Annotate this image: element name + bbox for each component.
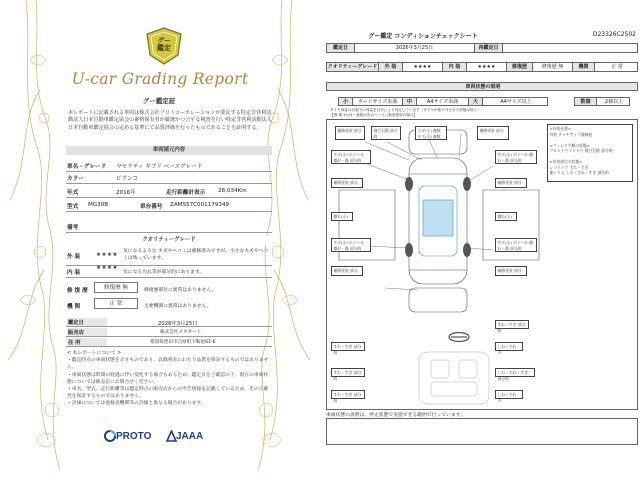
- engine-label: 機 関: [67, 304, 81, 310]
- legend-line-1: タイヤ残量は目視での残量を目安により判定しています（タイヤが取り外された状態は除く）: [330, 108, 481, 112]
- damage-box: すれ・すぎ 部分的: [331, 390, 365, 399]
- damage-box: キズ(小) ホイール 擦れ・傷 部分的: [331, 238, 371, 252]
- date-value: 2026年3月25日: [355, 44, 475, 52]
- size-mid: 中: [403, 98, 417, 105]
- damage-box: 補修塗装 部分: [495, 178, 527, 188]
- exterior-description: 気になるような キズやヘコミは補修済みですが、小さなキズやヘコミは残っています。: [123, 249, 269, 261]
- car-diagram-area: [326, 119, 638, 410]
- condition-check-sheet: [318, 0, 640, 480]
- size-a4plus: A4サイズ以上: [500, 99, 532, 105]
- interior-stars: ★★★★: [467, 63, 507, 71]
- explanation-head: [326, 82, 638, 91]
- damage-box: 補修塗装 部分: [477, 126, 509, 140]
- damage-box: しわ・すれ 少: [495, 390, 523, 399]
- exterior-label: 外 装: [67, 254, 81, 260]
- proto-logo-icon: [104, 430, 116, 442]
- exterior-stars: ★★★★: [403, 63, 443, 71]
- vehicle-year-value: 2016年: [116, 190, 136, 196]
- size-a4: A4サイズ未満: [417, 98, 469, 105]
- vehicle-model-label: 型式: [67, 204, 79, 210]
- damage-box: キズ(小) ホイール 擦れ・傷 部分的: [331, 150, 371, 164]
- damage-box: 擦れ(小): [331, 212, 353, 221]
- grade-row: [326, 62, 638, 72]
- repair-label: 修 復 歴: [67, 288, 88, 294]
- exterior-label: 外 装: [379, 63, 403, 71]
- vehicle-name-row: [66, 160, 272, 172]
- issue-date-label: 鑑定日: [67, 318, 107, 326]
- damage-box: 補修塗装 部分: [331, 266, 363, 276]
- vehicle-color-row: [66, 172, 272, 184]
- damage-box: キズ(小) ホイール 擦れ・傷 部分的: [495, 238, 537, 252]
- proto-brand: PROTO: [116, 431, 152, 442]
- interior-label: 内 装: [67, 270, 81, 276]
- notes-line: < 本レポートについて >: [67, 351, 122, 356]
- vehicle-mileage-label: 走行距離計表示: [166, 190, 206, 196]
- damage-box: すれ・すぎ 部分的: [495, 320, 529, 329]
- size-card: カードサイズ未満: [353, 98, 403, 105]
- check-sheet-title: グー鑑定 コンディションチェックシート: [368, 33, 478, 40]
- vehicle-remarks-label: 備考: [67, 225, 79, 231]
- size-legend: [338, 97, 548, 106]
- vehicle-vin-label: 車台番号: [140, 204, 163, 210]
- logo-text: グー 鑑定: [157, 37, 171, 52]
- size-large: 大: [469, 98, 483, 105]
- engine-description: 主要機関に異常はありません。: [144, 304, 212, 309]
- vehicle-name-label: 車名・グレード: [67, 164, 107, 170]
- footer-note: 車両状態の説明は、停止状態で実施できる範囲で行っています。: [326, 413, 465, 418]
- count-value: 2個以上: [604, 99, 624, 105]
- notes-line: ・車名、型式、走行距離等は鑑定時点の販売店からの申告情報を記載しているため、その正確性を保証するものではありません。: [67, 386, 269, 400]
- damage-box: 補修塗装 部分: [331, 178, 363, 188]
- issue-date-value: 2026年3月25日: [158, 321, 198, 327]
- vehicle-model-value: MG30B: [88, 202, 109, 208]
- engine-grade-box: 正 常: [94, 298, 138, 309]
- issue-address-row: [66, 338, 272, 347]
- notes-line: ・評価については他検査機関等の評価と異なる場合があります。: [67, 401, 206, 407]
- check-sheet-code: D23326C2502: [592, 31, 636, 38]
- vehicle-section-heading: 車両諸元内容: [66, 146, 272, 155]
- issue-date-row: [66, 318, 272, 327]
- damage-box: 補修塗装 部分: [335, 126, 365, 140]
- damage-box: キズ(小) ホイール 擦れ・傷 部分的: [495, 150, 537, 164]
- jaaa-brand: JAAA: [176, 431, 204, 442]
- vehicle-vin-value: ZAMS57C001179349: [170, 202, 230, 208]
- vehicle-year-row: [66, 186, 272, 198]
- damage-box: 補修塗装 部分: [495, 266, 527, 276]
- quality-engine-row: [66, 298, 272, 312]
- vehicle-name-value: マセラティ ギブリ ベースグレード: [116, 164, 203, 170]
- remarks-box: [326, 418, 638, 445]
- certificate-subtitle: グー鑑定証: [142, 97, 176, 105]
- legend-line-2: 【例 傷 1か所～複数か所のパーツに軽度程度の場合】: [330, 113, 418, 117]
- grade-label: クオリティーグレード: [327, 64, 378, 70]
- repair-label: 修復歴: [507, 63, 533, 71]
- issue-shop-row: [66, 328, 272, 337]
- count-label: 数個: [575, 98, 597, 105]
- count-legend: [574, 97, 630, 106]
- damage-box: ラダ(小) 複数 キズ(小) 複数: [415, 126, 447, 140]
- quality-section-heading: クオリティーグレード: [66, 236, 272, 245]
- damage-box: しわ・すれ・すぎ 部分的: [495, 368, 535, 377]
- grading-certificate: [0, 0, 318, 480]
- vehicle-color-label: カラー: [67, 176, 84, 182]
- damage-box: すれ・すぎ 部分的: [331, 368, 365, 377]
- interior-description: 気になる汚れ等が部分的にあります。: [123, 270, 205, 275]
- certificate-paragraph: 本レポートに記載される車両は株式会社プロトコーポレーションが委託する特定非営利活動法人日本自動車鑑定協会の審格保有者が厳選かつ公平な検査を行い特定非営利活動法人日本自動車鑑定協会の定める基準にて品質評価を行ったものであることを証明する。: [68, 110, 272, 131]
- quality-interior-row: [66, 264, 272, 278]
- repair-description: 修復歴部位に異常はありません。: [144, 288, 217, 293]
- size-small: 小: [339, 98, 353, 105]
- revisit-label: 再鑑定日: [475, 44, 503, 52]
- vehicle-remarks-row: [66, 221, 272, 233]
- issue-address-value: 愛知県豊田市吉原町下鞍屋61-6: [150, 340, 216, 345]
- engine-label: 機関: [573, 63, 595, 71]
- vehicle-color-value: ビアンコ: [116, 176, 139, 182]
- quality-repair-row: [66, 282, 272, 296]
- vehicle-year-label: 年式: [67, 190, 79, 196]
- exterior-stars: ★★★★: [96, 252, 119, 258]
- issue-address-label: 住 所: [67, 338, 107, 346]
- repair-grade-box: 修復歴 無: [94, 282, 138, 293]
- explanation-head-text: 車両状態の説明: [465, 84, 501, 90]
- certificate-title: U-car Grading Report: [71, 70, 249, 88]
- repair-value: 修復歴 無: [533, 63, 573, 71]
- side-notes-box: <外装仕様> 外装 チッチアップ補修痕 <ウィンドウ類の状態> フロントウインドウ 飛び石痕 部分的 <内装部位の状態> シフトノブ すれ・すぎ 他トリム しわ・すれ・すぎ 部分的: [547, 124, 633, 182]
- issue-shop-label: 販売店: [67, 328, 107, 336]
- certificate-notes: [67, 350, 272, 408]
- notes-line: ・鑑定時点の車両状態を示すものであり、以降将来にわたり品質を保証するものではありません。: [67, 358, 269, 371]
- date-row: [326, 43, 638, 53]
- damage-box: すれ・すぎ 部分的: [331, 342, 365, 351]
- vehicle-model-row: [66, 200, 272, 212]
- notes-line: ・車両状態は時間の経過に伴い変化する場合もあるため、鑑定日をご確認の上、現在の車両状態については販売店にお問合せください。: [67, 372, 269, 385]
- issue-shop-value: 株式会社メタオート: [160, 330, 202, 335]
- damage-box: しわ・すれ 少: [495, 342, 523, 351]
- damage-box: 擦れ(小): [495, 212, 517, 221]
- damage-box: 飛び石傷 部分的: [371, 126, 401, 140]
- vehicle-mileage-value: 28,034Km: [218, 188, 247, 194]
- interior-label: 内 装: [443, 63, 467, 71]
- interior-stars: ★★★★: [96, 265, 119, 271]
- date-label: 鑑定日: [327, 44, 355, 52]
- engine-value: 正 常: [611, 64, 623, 70]
